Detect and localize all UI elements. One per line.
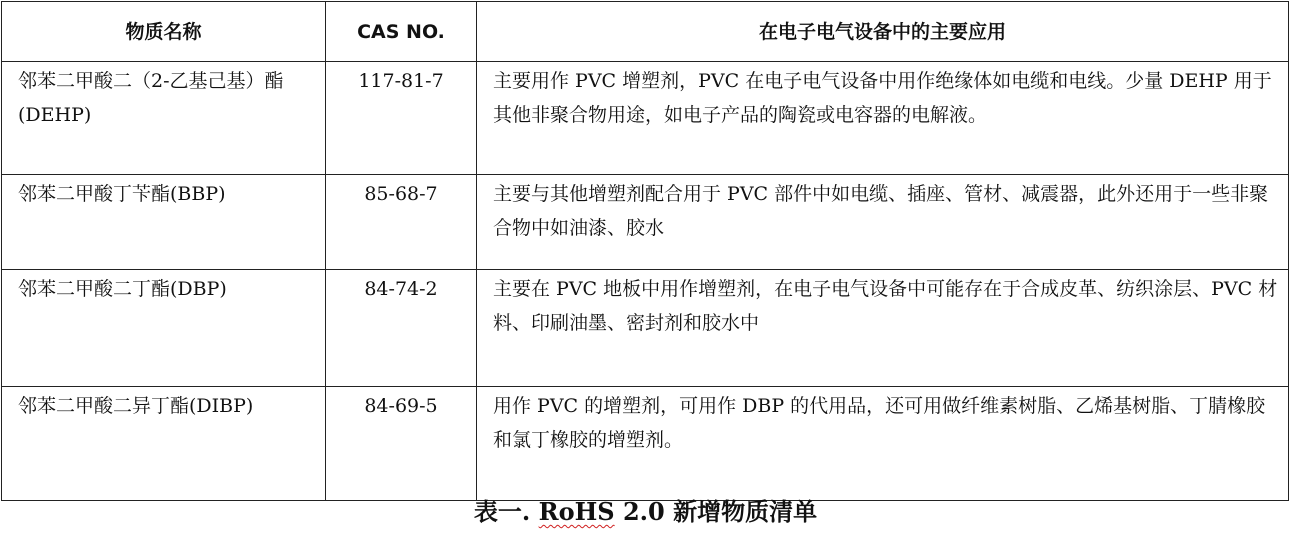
table-row <box>2 62 1289 175</box>
application-cell: 主要在 PVC 地板中用作增塑剂，在电子电气设备中可能存在于合成皮革、纺织涂层、PVC 材料、印刷油墨、密封剂和胶水中 <box>477 270 1289 387</box>
cas-number-cell: 85-68-7 <box>326 175 477 270</box>
substance-name-cell: 邻苯二甲酸二异丁酯(DIBP) <box>2 387 326 501</box>
application-cell: 用作 PVC 的增塑剂，可用作 DBP 的代用品，还可用做纤维素树脂、乙烯基树脂、丁腈橡胶和氯丁橡胶的增塑剂。 <box>477 387 1289 501</box>
cas-number-cell: 117-81-7 <box>326 62 477 175</box>
application-cell: 主要与其他增塑剂配合用于 PVC 部件中如电缆、插座、管材、减震器，此外还用于一些非聚合物中如油漆、胶水 <box>477 175 1289 270</box>
rohs-substance-table <box>1 1 1289 501</box>
table-caption <box>0 494 1291 530</box>
header-substance-name: 物质名称 <box>2 2 326 62</box>
cas-number-cell: 84-69-5 <box>326 387 477 501</box>
header-main-application: 在电子电气设备中的主要应用 <box>477 2 1289 62</box>
table-header-row <box>2 2 1289 62</box>
cas-number-cell: 84-74-2 <box>326 270 477 387</box>
table-row <box>2 387 1289 501</box>
substance-name-cell: 邻苯二甲酸二（2-乙基己基）酯(DEHP) <box>2 62 326 175</box>
substance-name-cell: 邻苯二甲酸二丁酯(DBP) <box>2 270 326 387</box>
caption-suffix: 2.0 新增物质清单 <box>614 497 818 526</box>
header-cas-no: CAS NO. <box>326 2 477 62</box>
application-cell: 主要用作 PVC 增塑剂，PVC 在电子电气设备中用作绝缘体如电缆和电线。少量 DEHP 用于其他非聚合物用途，如电子产品的陶瓷或电容器的电解液。 <box>477 62 1289 175</box>
caption-rohs-term: RoHS <box>538 497 615 526</box>
table-row <box>2 270 1289 387</box>
caption-prefix: 表一. <box>473 497 539 526</box>
table-row <box>2 175 1289 270</box>
substance-name-cell: 邻苯二甲酸丁苄酯(BBP) <box>2 175 326 270</box>
